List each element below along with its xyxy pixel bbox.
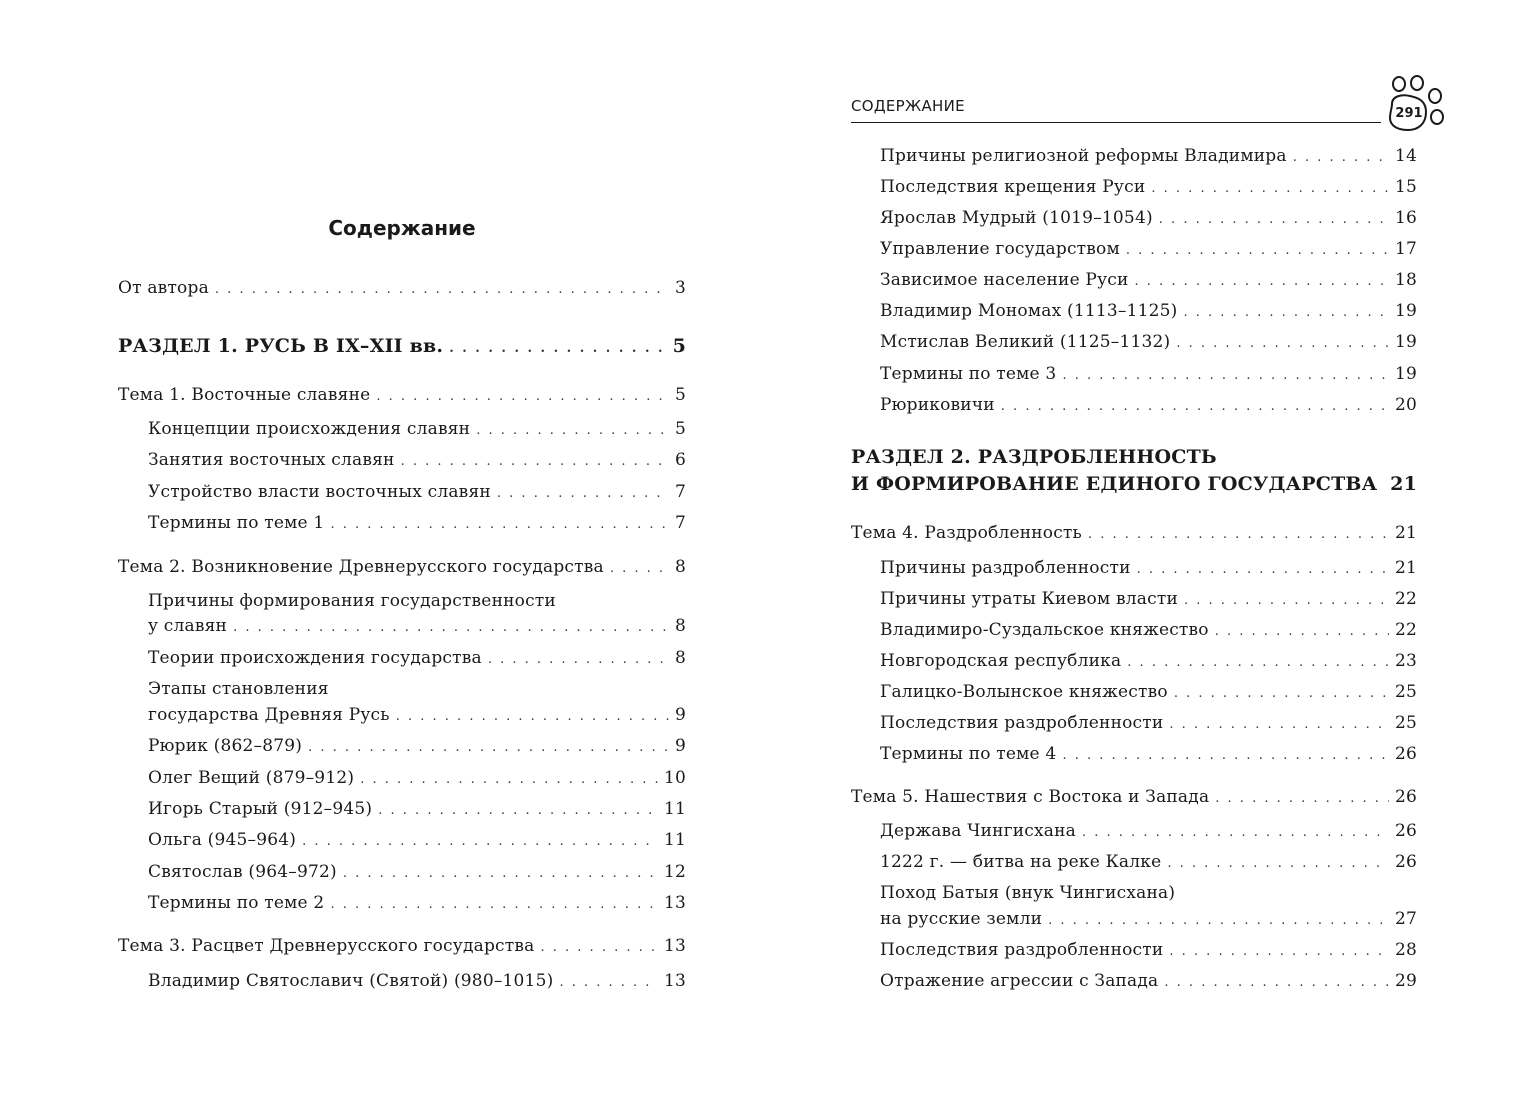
toc-leader [302, 831, 658, 853]
toc-entry[interactable] [118, 277, 686, 301]
toc-entry[interactable] [148, 892, 686, 916]
toc-entry-title: Последствия крещения Руси [880, 177, 1146, 197]
toc-leader [541, 937, 658, 959]
paw-toe-icon [1411, 76, 1423, 90]
toc-entry-title: Ольга (945–964) [148, 830, 297, 850]
page-title: Содержание [328, 216, 476, 240]
toc-entry-title: Причины утраты Киевом власти [880, 589, 1178, 609]
toc-entry-title: Термины по теме 3 [880, 364, 1057, 384]
toc-entry-title: Игорь Старый (912–945) [148, 799, 373, 819]
toc-leader [401, 451, 669, 473]
toc-page-number: 15 [1394, 177, 1417, 197]
toc-page-number: 13 [663, 893, 686, 913]
toc-entry-title: РАЗДЕЛ 1. РУСЬ В IX–XII вв. [118, 335, 444, 357]
toc-entry-title: Теории происхождения государства [148, 648, 482, 668]
toc-entry[interactable] [880, 331, 1417, 355]
toc-leader [1174, 683, 1389, 705]
toc-entry[interactable] [148, 735, 686, 759]
toc-section-entry[interactable] [118, 335, 686, 360]
toc-entry-title: Ярослав Мудрый (1019–1054) [880, 208, 1153, 228]
toc-entry-title: Тема 1. Восточные славяне [118, 385, 371, 405]
toc-entry[interactable] [148, 798, 686, 822]
toc-page-number: 21 [1394, 523, 1417, 543]
toc-entry-title: Последствия раздробленности [880, 940, 1164, 960]
toc-entry-title: Причины религиозной реформы Владимира [880, 146, 1287, 166]
toc-entry-title-line1: Этапы становления [148, 679, 329, 699]
toc-leader [378, 800, 658, 822]
toc-leader [476, 420, 669, 442]
toc-page-number: 8 [674, 557, 686, 577]
toc-leader [1215, 788, 1389, 810]
toc-leader [330, 514, 669, 536]
toc-page-number: 28 [1394, 940, 1417, 960]
toc-entry[interactable] [880, 269, 1417, 293]
toc-entry[interactable] [880, 681, 1417, 705]
paw-toe-icon [1431, 110, 1443, 124]
toc-entry[interactable] [880, 394, 1417, 418]
toc-leader [1164, 972, 1389, 994]
toc-section-entry[interactable] [851, 473, 1417, 498]
toc-page-number: 13 [663, 936, 686, 956]
toc-leader [1383, 476, 1384, 498]
toc-page-number: 6 [674, 450, 686, 470]
toc-leader [449, 338, 666, 360]
toc-entry[interactable] [880, 851, 1417, 875]
toc-entry-title: Рюриковичи [880, 395, 995, 415]
toc-page-number: 8 [674, 648, 686, 668]
toc-page-number: 26 [1394, 787, 1417, 807]
toc-entry[interactable] [148, 615, 686, 639]
header-rule [851, 122, 1381, 123]
toc-entry-title: Владимир Мономах (1113–1125) [880, 301, 1178, 321]
toc-entry[interactable] [880, 939, 1417, 963]
toc-entry-title: Галицко-Волынское княжество [880, 682, 1168, 702]
toc-page-number: 16 [1394, 208, 1417, 228]
toc-entry-title: Святослав (964–972) [148, 862, 337, 882]
toc-leader [610, 558, 669, 580]
toc-leader [1151, 178, 1389, 200]
toc-page-number: 11 [663, 799, 686, 819]
toc-page-number: 5 [674, 419, 686, 439]
toc-entry-title: Рюрик (862–879) [148, 736, 303, 756]
toc-entry[interactable] [148, 481, 686, 505]
toc-leader [497, 483, 669, 505]
toc-entry-title-line1: Причины формирования государственности [148, 591, 556, 611]
toc-page-number: 17 [1394, 239, 1417, 259]
toc-leader [1293, 147, 1389, 169]
toc-leader [559, 972, 658, 994]
toc-page-number: 10 [663, 768, 686, 788]
toc-entry-title: Владимир Святославич (Святой) (980–1015) [148, 971, 554, 991]
toc-leader [376, 386, 669, 408]
toc-entry[interactable] [148, 767, 686, 791]
toc-entry-title: Тема 5. Нашествия с Востока и Запада [851, 787, 1210, 807]
toc-page-number: 9 [674, 705, 686, 725]
toc-leader [215, 279, 669, 301]
toc-page-number: 23 [1394, 651, 1417, 671]
toc-entry-title: Термины по теме 1 [148, 513, 325, 533]
toc-leader [1126, 240, 1389, 262]
toc-leader [396, 706, 669, 728]
toc-entry[interactable] [851, 522, 1417, 546]
toc-page-number: 19 [1394, 301, 1417, 321]
toc-entry[interactable] [148, 861, 686, 885]
toc-leader [1137, 559, 1389, 581]
toc-entry[interactable] [880, 207, 1417, 231]
toc-entry-title: 1222 г. — битва на реке Калке [880, 852, 1162, 872]
toc-leader [330, 894, 658, 916]
toc-leader [1001, 396, 1389, 418]
toc-entry-title: на русские земли [880, 909, 1043, 929]
toc-entry[interactable] [880, 300, 1417, 324]
toc-entry[interactable] [118, 556, 686, 580]
toc-page-number: 22 [1394, 620, 1417, 640]
toc-page-number: 22 [1394, 589, 1417, 609]
toc-page-number: 12 [663, 862, 686, 882]
toc-leader [1184, 302, 1389, 324]
paw-toe-icon [1393, 77, 1405, 91]
toc-entry-title: Устройство власти восточных славян [148, 482, 491, 502]
toc-entry[interactable] [880, 619, 1417, 643]
toc-page-number: 20 [1394, 395, 1417, 415]
toc-entry[interactable] [880, 650, 1417, 674]
toc-entry-title: Термины по теме 2 [148, 893, 325, 913]
paw-print-page-number [1378, 74, 1452, 138]
toc-leader [1167, 853, 1389, 875]
toc-entry-title: Тема 2. Возникновение Древнерусского государства [118, 557, 604, 577]
toc-entry-title: Термины по теме 4 [880, 744, 1057, 764]
toc-leader [1127, 652, 1389, 674]
toc-entry[interactable] [880, 176, 1417, 200]
toc-entry[interactable] [880, 820, 1417, 844]
toc-entry[interactable] [880, 970, 1417, 994]
toc-page-number: 27 [1394, 909, 1417, 929]
toc-entry-title: Держава Чингисхана [880, 821, 1076, 841]
toc-page-number: 21 [1390, 473, 1417, 495]
toc-entry-title: Занятия восточных славян [148, 450, 395, 470]
toc-leader [343, 863, 658, 885]
toc-entry-title-line1: Поход Батыя (внук Чингисхана) [880, 883, 1176, 903]
toc-leader [233, 617, 669, 639]
toc-leader [360, 769, 658, 791]
toc-entry-title: Концепции происхождения славян [148, 419, 471, 439]
toc-page-number: 19 [1394, 364, 1417, 384]
toc-entry-title: у славян [148, 616, 228, 636]
toc-entry[interactable] [880, 712, 1417, 736]
toc-entry[interactable] [118, 384, 686, 408]
toc-entry[interactable] [148, 449, 686, 473]
running-head: СОДЕРЖАНИЕ [851, 97, 965, 115]
toc-page-number: 9 [674, 736, 686, 756]
toc-entry[interactable] [148, 970, 686, 994]
toc-leader [1159, 209, 1389, 231]
toc-leader [1215, 621, 1389, 643]
toc-leader [1135, 271, 1389, 293]
toc-page-number: 5 [674, 385, 686, 405]
toc-page-number: 3 [674, 278, 686, 298]
toc-page-number: 18 [1394, 270, 1417, 290]
toc-entry[interactable] [880, 557, 1417, 581]
toc-entry[interactable] [118, 935, 686, 959]
toc-entry[interactable] [880, 743, 1417, 767]
toc-leader [1169, 941, 1389, 963]
toc-entry[interactable] [880, 238, 1417, 262]
toc-entry-title: Тема 3. Расцвет Древнерусского государства [118, 936, 535, 956]
toc-entry-title: Причины раздробленности [880, 558, 1131, 578]
toc-entry[interactable] [880, 588, 1417, 612]
toc-page-number: 25 [1394, 682, 1417, 702]
toc-entry-title: Последствия раздробленности [880, 713, 1164, 733]
toc-page-number: 7 [674, 482, 686, 502]
toc-leader [1169, 714, 1389, 736]
paw-toe-icon [1429, 89, 1441, 103]
toc-entry[interactable] [851, 786, 1417, 810]
toc-entry-title: Владимиро-Суздальское княжество [880, 620, 1209, 640]
toc-leader [1062, 745, 1389, 767]
toc-page-number: 26 [1394, 821, 1417, 841]
toc-entry-title: Новгородская республика [880, 651, 1122, 671]
toc-entry-title: Олег Вещий (879–912) [148, 768, 355, 788]
toc-entry[interactable] [148, 512, 686, 536]
toc-leader [1082, 822, 1389, 844]
toc-section-title-line1: РАЗДЕЛ 2. РАЗДРОБЛЕННОСТЬ [851, 446, 1217, 468]
toc-page-number: 19 [1394, 332, 1417, 352]
toc-leader [308, 737, 669, 759]
toc-leader [1176, 333, 1389, 355]
toc-entry-title: Тема 4. Раздробленность [851, 523, 1082, 543]
toc-page-number: 29 [1394, 971, 1417, 991]
page-number: 291 [1395, 106, 1423, 121]
toc-entry[interactable] [148, 418, 686, 442]
toc-leader [1048, 910, 1389, 932]
toc-entry-title: государства Древняя Русь [148, 705, 390, 725]
toc-entry[interactable] [880, 908, 1417, 932]
toc-leader [1088, 524, 1389, 546]
toc-page-number: 14 [1394, 146, 1417, 166]
toc-entry[interactable] [148, 829, 686, 853]
toc-page-number: 21 [1394, 558, 1417, 578]
toc-page-number: 26 [1394, 744, 1417, 764]
toc-entry-title: Зависимое население Руси [880, 270, 1129, 290]
toc-page-number: 26 [1394, 852, 1417, 872]
toc-page-number: 11 [663, 830, 686, 850]
toc-entry-title: От автора [118, 278, 209, 298]
toc-entry-title: И ФОРМИРОВАНИЕ ЕДИНОГО ГОСУДАРСТВА [851, 473, 1378, 495]
toc-entry-title: Управление государством [880, 239, 1120, 259]
toc-page-number: 25 [1394, 713, 1417, 733]
toc-page-number: 8 [674, 616, 686, 636]
toc-entry-title: Мстислав Великий (1125–1132) [880, 332, 1171, 352]
toc-entry[interactable] [148, 704, 686, 728]
toc-leader [488, 649, 669, 671]
toc-entry-title: Отражение агрессии с Запада [880, 971, 1159, 991]
toc-page-number: 13 [663, 971, 686, 991]
toc-page-number: 5 [672, 335, 686, 357]
toc-entry[interactable] [880, 145, 1417, 169]
toc-leader [1062, 365, 1389, 387]
toc-entry[interactable] [880, 363, 1417, 387]
toc-leader [1184, 590, 1389, 612]
toc-page-number: 7 [674, 513, 686, 533]
toc-entry[interactable] [148, 647, 686, 671]
